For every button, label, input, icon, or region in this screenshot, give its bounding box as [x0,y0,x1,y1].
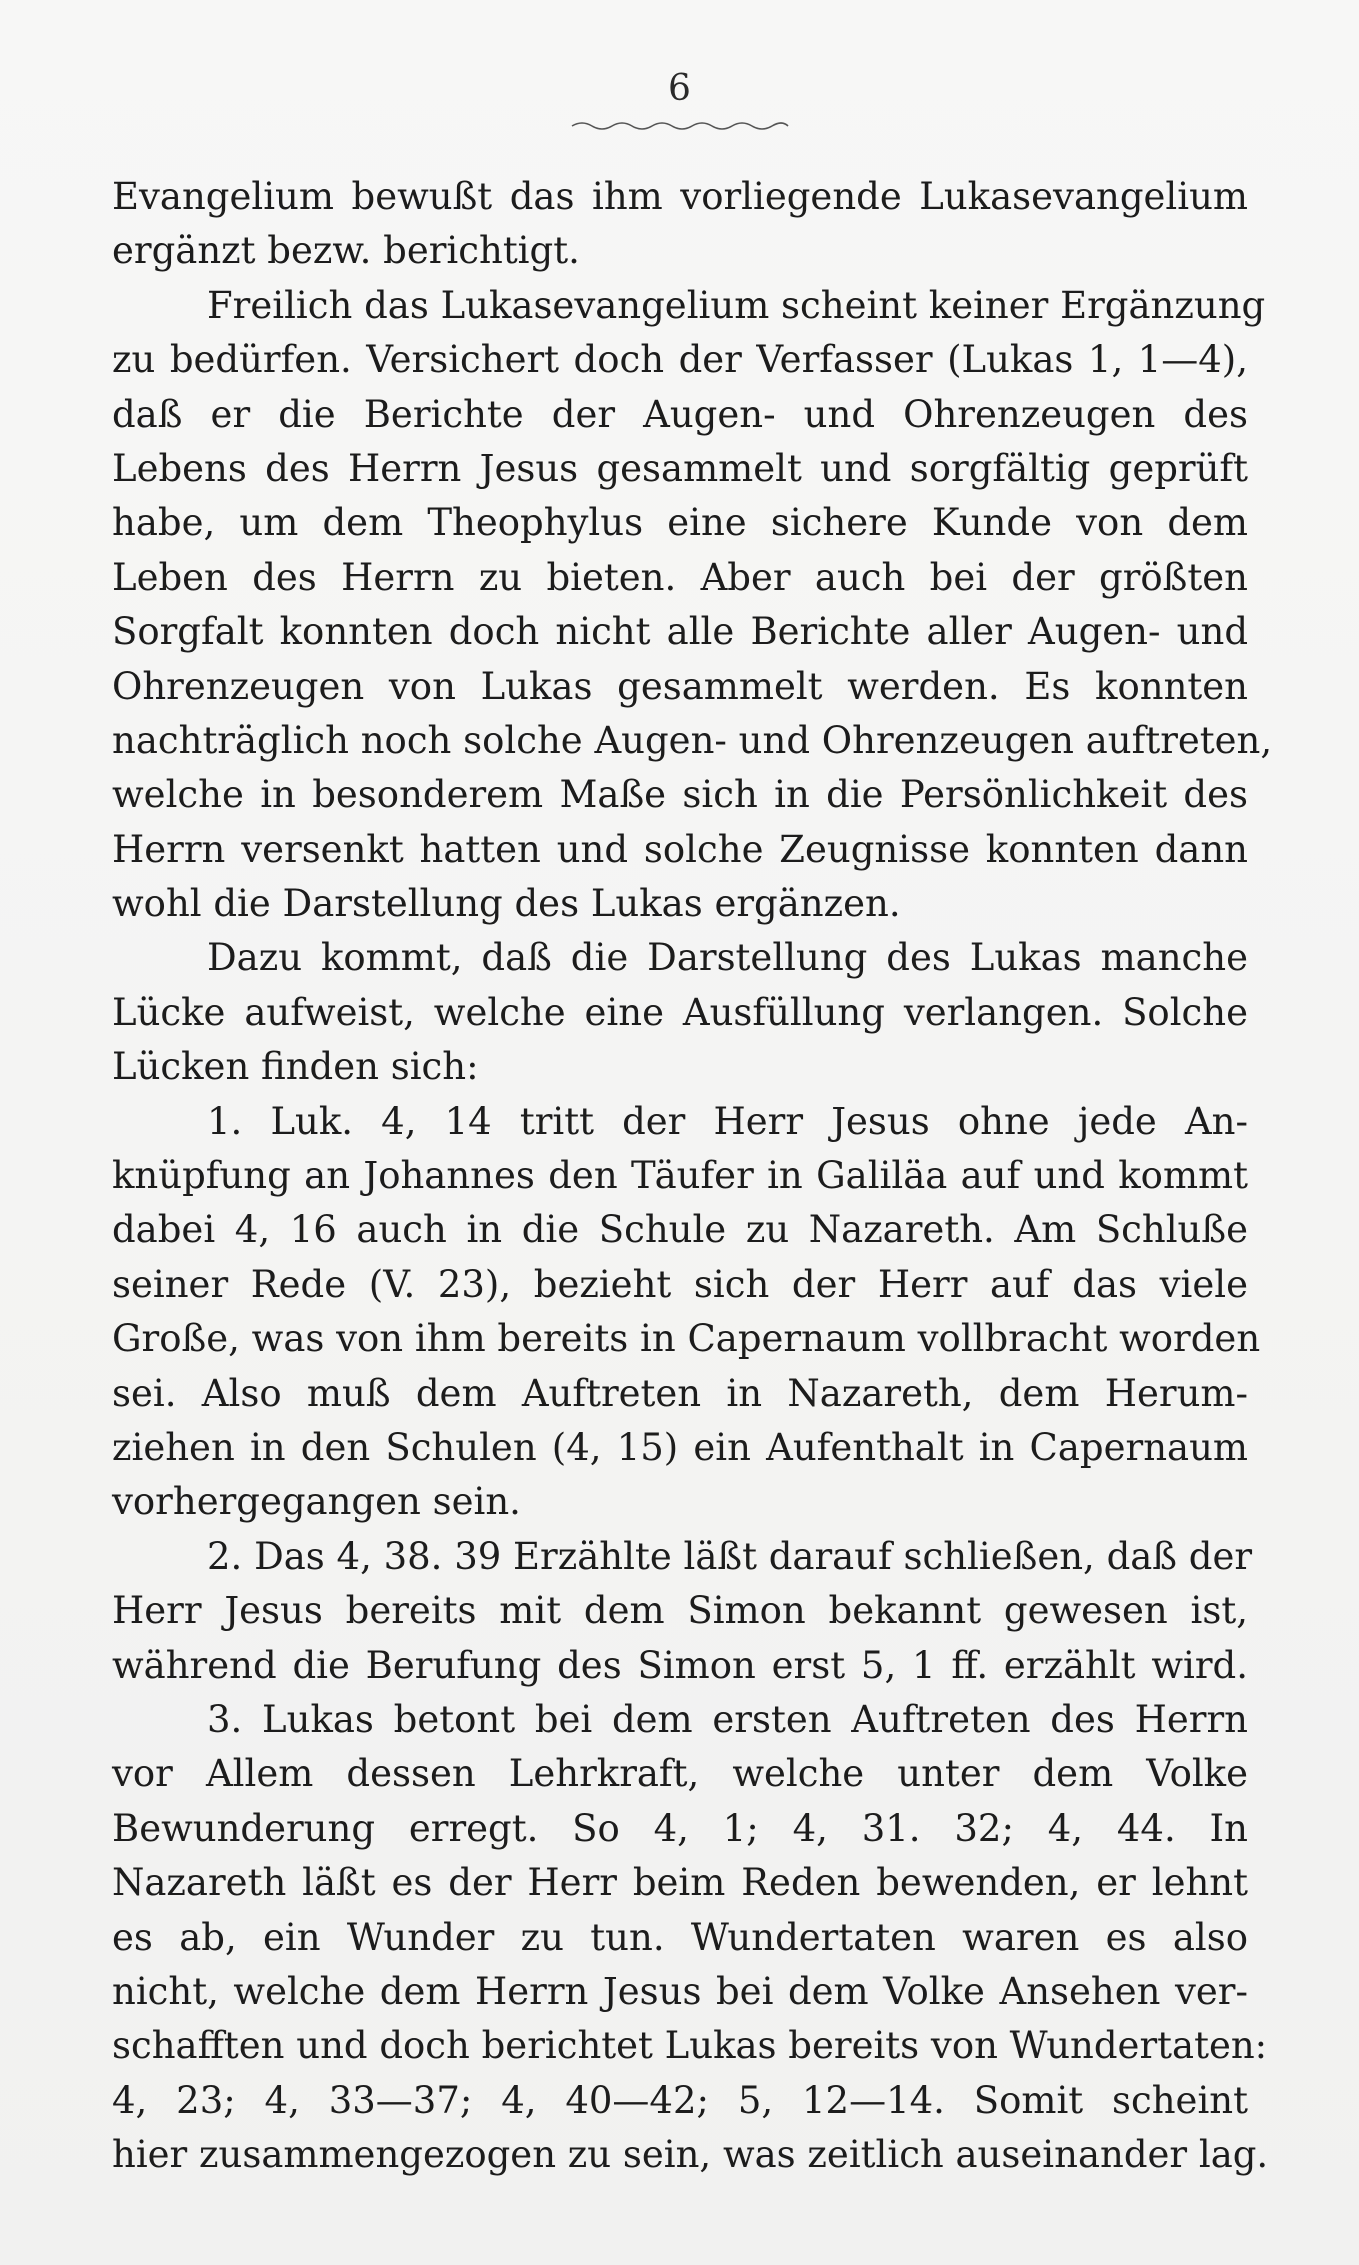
text-line: Große, was von ihm bereits in Capernaum vollbracht worden [112,1317,1261,1361]
ornament-divider [570,118,790,132]
text-line: Ohrenzeugen von Lukas gesammelt werden. Es konnten [112,664,1248,708]
text-line: schafften und doch berichtet Lukas bereits von Wundertaten: [112,2024,1268,2068]
text-line: Bewunderung erregt. So 4, 1; 4, 31. 32; 4, 44. In [112,1806,1248,1850]
text-line: zu bedürfen. Versichert doch der Verfasser (Lukas 1, 1—4), [112,338,1248,382]
text-line: daß er die Berichte der Augen- und Ohrenzeugen des [112,392,1248,436]
text-line: Sorgfalt konnten doch nicht alle Berichte aller Augen- und [112,610,1248,654]
text-line: 3. Lukas betont bei dem ersten Auftreten des Herrn [207,1697,1248,1741]
page-number: 6 [668,68,691,109]
text-line: Herrn versenkt hatten und solche Zeugnisse konnten dann [112,827,1248,871]
text-line: 1. Luk. 4, 14 tritt der Herr Jesus ohne jede An- [207,1099,1248,1143]
text-line: 2. Das 4, 38. 39 Erzählte läßt darauf schließen, daß der [207,1534,1253,1578]
text-line: sei. Also muß dem Auftreten in Nazareth, dem Herum- [112,1371,1248,1415]
text-line: ziehen in den Schulen (4, 15) ein Aufenthalt in Capernaum [112,1425,1248,1469]
text-line: ergänzt bezw. berichtigt. [112,229,580,273]
text-line: Herr Jesus bereits mit dem Simon bekannt gewesen ist, [112,1589,1248,1633]
text-line: Evangelium bewußt das ihm vorliegende Lukasevangelium [112,175,1248,218]
text-line: Dazu kommt, daß die Darstellung des Lukas manche [207,936,1248,980]
text-line: dabei 4, 16 auch in die Schule zu Nazareth. Am Schluße [112,1208,1248,1252]
text-line: Lücken finden sich: [112,1045,479,1089]
text-line: vor Allem dessen Lehrkraft, welche unter dem Volke [112,1752,1248,1796]
text-line: während die Berufung des Simon erst 5, 1 ff. erzählt wird. [112,1643,1248,1687]
text-line: seiner Rede (V. 23), bezieht sich der Herr auf das viele [112,1262,1248,1306]
text-line: Freilich das Lukasevangelium scheint keiner Ergänzung [207,283,1266,327]
text-line: nachträglich noch solche Augen- und Ohrenzeugen auftreten, [112,718,1273,762]
text-line: vorhergegangen sein. [112,1480,521,1524]
text-line: Nazareth läßt es der Herr beim Reden bewenden, er lehnt [112,1861,1248,1905]
text-line: hier zusammengezogen zu sein, was zeitlich auseinander lag. [112,2133,1269,2177]
text-line: Leben des Herrn zu bieten. Aber auch bei der größten [112,555,1248,599]
text-line: 4, 23; 4, 33—37; 4, 40—42; 5, 12—14. Somit scheint [112,2078,1248,2122]
text-line: habe, um dem Theophylus eine sichere Kunde von dem [112,501,1248,545]
text-line: wohl die Darstellung des Lukas ergänzen. [112,882,901,926]
body-text [112,170,1273,2182]
text-line: Lücke aufweist, welche eine Ausfüllung verlangen. Solche [112,990,1248,1034]
text-line: nicht, welche dem Herrn Jesus bei dem Volke Ansehen ver- [112,1969,1248,2013]
text-line: Lebens des Herrn Jesus gesammelt und sorgfältig geprüft [112,446,1248,490]
text-line: welche in besonderem Maße sich in die Persönlichkeit des [112,773,1248,817]
text-line: es ab, ein Wunder zu tun. Wundertaten waren es also [112,1915,1248,1959]
text-line: knüpfung an Johannes den Täufer in Galiläa auf und kommt [112,1154,1248,1198]
